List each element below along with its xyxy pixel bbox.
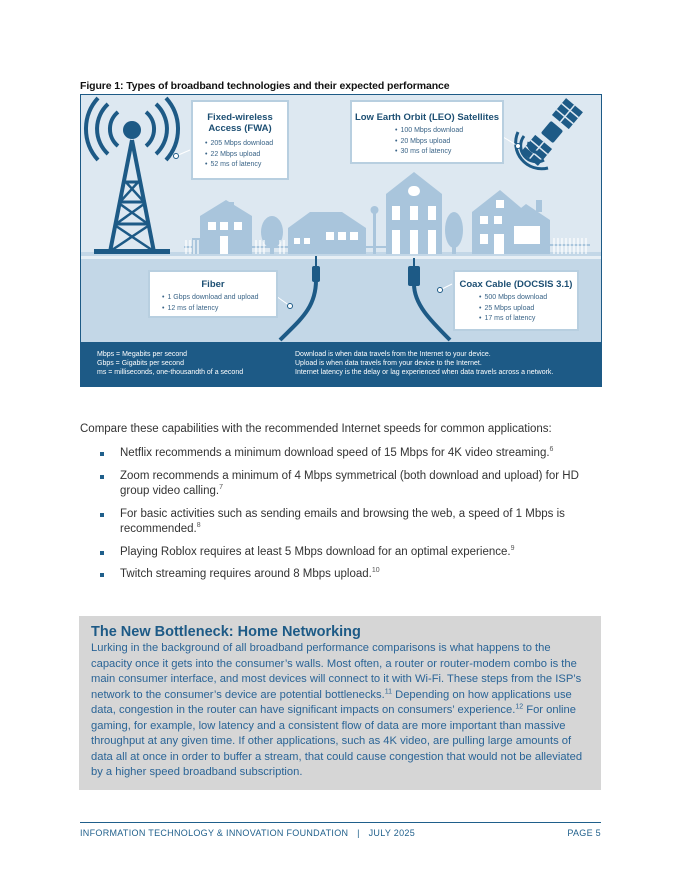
fiber-stat: • 1 Gbps download and upload <box>162 293 276 304</box>
list-item <box>100 567 600 583</box>
legend-line: Upload is when data travels from your device to the Internet. <box>295 360 482 367</box>
leo-box <box>350 100 504 164</box>
callout-text <box>91 641 589 781</box>
legend-line: ms = milliseconds, one-thousandth of a second <box>97 369 244 376</box>
legend-definitions <box>295 350 553 377</box>
fwa-stat: • 52 ms of latency <box>205 160 287 171</box>
bullet-icon <box>100 551 104 555</box>
page-footer <box>80 828 601 838</box>
fwa-stat: • 22 Mbps upload <box>205 150 287 161</box>
coax-list <box>455 293 577 325</box>
footer-divider <box>80 822 601 823</box>
broadband-figure <box>80 94 602 387</box>
coax-stat: • 500 Mbps download <box>479 293 577 304</box>
fwa-list <box>193 139 287 171</box>
list-item <box>100 469 600 500</box>
footnote-ref[interactable]: 10 <box>371 567 380 575</box>
footnote-ref[interactable]: 11 <box>384 687 393 695</box>
intro-paragraph: Compare these capabilities with the recommended Internet speeds for common applications: <box>80 423 552 435</box>
tower-base <box>94 249 170 254</box>
fiber-box <box>148 270 278 318</box>
coax-stat: • 25 Mbps upload <box>479 304 577 315</box>
footnote-ref[interactable]: 7 <box>219 484 223 492</box>
leo-stat: • 30 ms of latency <box>395 147 502 158</box>
fiber-list <box>150 293 276 314</box>
fiber-connector-icon <box>312 266 320 282</box>
fwa-box <box>191 100 289 180</box>
coax-connector-icon <box>408 266 420 286</box>
legend-line: Internet latency is the delay or lag experienced when data travels across a network. <box>295 369 554 376</box>
footer-separator: | <box>357 828 360 838</box>
coax-stat: • 17 ms of latency <box>479 314 577 325</box>
coax-title: Coax Cable (DOCSIS 3.1) <box>459 279 573 290</box>
footer-date: JULY 2025 <box>368 828 415 838</box>
legend-line: Mbps = Megabits per second <box>97 351 188 358</box>
fiber-stat: • 12 ms of latency <box>162 304 276 315</box>
bullet-icon <box>100 475 104 479</box>
fwa-stat: • 205 Mbps download <box>205 139 287 150</box>
callout-text-part: Lurking in the background of all broadband performance comparisons is what happens to the capacity once it gets into the consumer’s walls. Most often, a router or router-modem combo is the main consumer interface, and most devices will connect to it with Wi-Fi. These steps from the ISP’s network to the consumer’s device are potential bottlenecks. <box>91 642 582 701</box>
legend-line: Download is when data travels from the Internet to your device. <box>295 351 491 358</box>
fiber-title: Fiber <box>201 279 225 290</box>
list-item-text: Netflix recommends a minimum download speed of 15 Mbps for 4K video streaming. <box>120 447 550 459</box>
bullet-icon <box>100 513 104 517</box>
list-item-text: For basic activities such as sending emails and browsing the web, a speed of 1 Mbps is recommended. <box>120 507 565 535</box>
list-item-text: Zoom recommends a minimum of 4 Mbps symmetrical (both download and upload) for HD group video calling. <box>120 469 579 497</box>
ground-line <box>81 256 601 259</box>
leo-stat: • 100 Mbps download <box>395 126 502 137</box>
list-item-text: Twitch streaming requires around 8 Mbps upload. <box>120 568 372 580</box>
fwa-title: Fixed-wireless Access (FWA) <box>207 112 273 134</box>
leo-list <box>352 126 502 158</box>
callout-title: The New Bottleneck: Home Networking <box>91 624 361 640</box>
legend-line: Gbps = Gigabits per second <box>97 360 184 367</box>
speed-recommendations-list <box>100 446 600 590</box>
legend-units <box>97 350 243 377</box>
tower-antenna <box>123 121 141 139</box>
leo-title: Low Earth Orbit (LEO) Satellites <box>354 112 500 123</box>
page-number: PAGE 5 <box>567 828 601 838</box>
footnote-ref[interactable]: 9 <box>510 544 515 552</box>
footnote-ref[interactable]: 8 <box>196 522 201 530</box>
footnote-ref[interactable]: 6 <box>549 446 554 454</box>
broadband-illustration <box>80 94 602 387</box>
callout-box <box>79 616 601 790</box>
list-item <box>100 545 600 561</box>
list-item <box>100 507 600 538</box>
bullet-icon <box>100 452 104 456</box>
callout-text-part: For online gaming, for example, low latency and a consistent flow of data are more important than massive throughput at any given time. If other applications, such as 4K video, are pulling large amounts of data all at once in order to buffer a stream, that could cause congestion that would not be alleviated by a higher speed broadband subscription. <box>91 704 583 778</box>
list-item-text: Playing Roblox requires at least 5 Mbps download for an optimal experience. <box>120 545 511 558</box>
footer-org: INFORMATION TECHNOLOGY & INNOVATION FOUNDATION <box>80 828 349 838</box>
bullet-icon <box>100 573 104 577</box>
figure-title: Figure 1: Types of broadband technologies and their expected performance <box>80 80 450 92</box>
coax-box <box>453 270 579 331</box>
leo-stat: • 20 Mbps upload <box>395 137 502 148</box>
footnote-ref[interactable]: 12 <box>515 703 524 711</box>
callout-text-part: Depending on how applications use data, congestion in the router can have significant impacts on consumers’ experience. <box>91 688 572 716</box>
list-item <box>100 446 600 462</box>
